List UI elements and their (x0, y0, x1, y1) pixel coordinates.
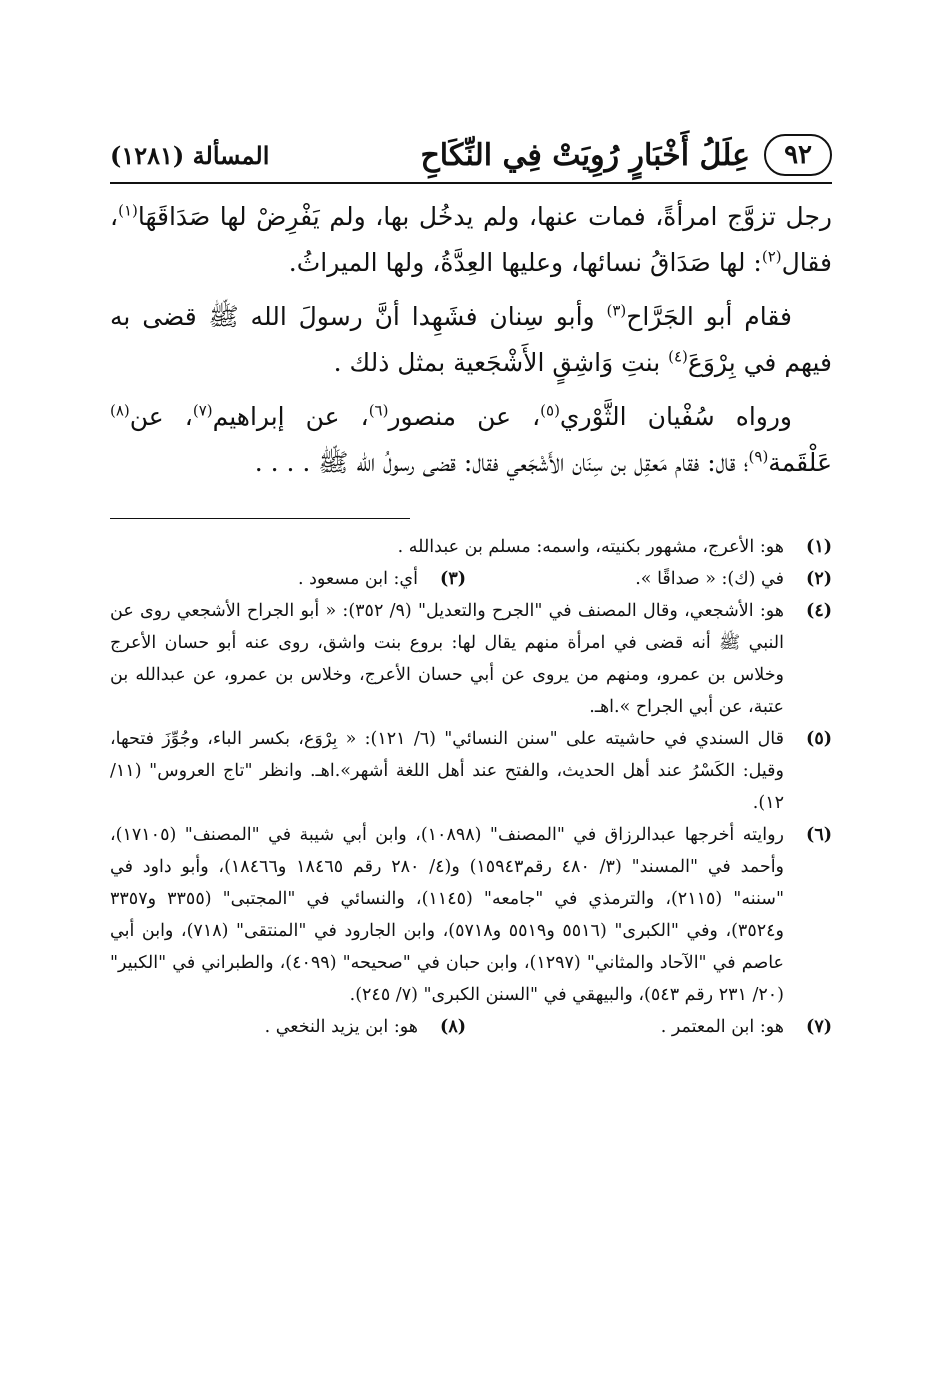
footnote-number: (٧) (806, 1017, 832, 1037)
footnote-text: قال السندي في حاشيته على "سنن النسائي" (٦/ ١٢١): « بِرْوَع، بكسر الباء، وجُوِّزَ فتحها، وقيل: الكَسْرُ عند أهل الحديث، والفتح عند أهل اللغة أشهر».اهـ. وانظر "تاج العروس" (١١/ ١٢). (110, 729, 784, 813)
footnote-text: أي: ابن مسعود . (297, 569, 418, 589)
footnote-8 (110, 1011, 466, 1043)
footnote-4 (110, 595, 832, 723)
text-run: ، فقال (110, 202, 832, 277)
footnote-pair-7-8 (110, 1011, 832, 1043)
footnote-text: هو: الأشجعي، وقال المصنف في "الجرح والتعديل" (٩/ ٣٥٢): « أبو الجراح الأشجعي روى عن النبي ﷺ أنه قضى في امرأة منهم يقال لها: بروع بنت واشق، روى عنه أبو حسان الأعرج وخلاس بن عمرو، ومنهم من يروى عن أبي حسان الأعرج، وخلاس بن عمرو، عن عبدالله بن عتبة، عن أبي الجراح ».اهـ. (110, 601, 784, 717)
text-run: فقام أبو الجَرَّاح (626, 302, 793, 331)
footnote-text: روايته أخرجها عبدالرزاق في "المصنف" (١٠٨٩٨)، وابن أبي شيبة في "المصنف" (١٧١٠٥)، وأحمد في "المسند" (٣/ ٤٨٠ رقم١٥٩٤٣) و(٤/ ٢٨٠ رقم ١٨٤٦٥ و١٨٤٦٦)، وأبو داود في "سننه" (٢١١٥)، والترمذي في "جامعه" (١١٤٥)، والنسائي في "المجتبى" (٣٣٥٥ و٣٣٥٧ و٣٥٢٤)، وفي "الكبرى" (٥٥١٦ و٥٥١٩ و٥٧١٨)، وابن الجارود في "المنتقى" (٧١٨)، وابن أبي عاصم في "الآحاد والمثاني" (١٢٩٧)، وابن حبان في "صحيحه" (٤٠٩٩)، والطبراني في "الكبير" (٢٠/ ٢٣١ رقم ٥٤٣)، والبيهقي في "السنن الكبرى" (٧/ ٢٤٥). (110, 825, 785, 1005)
paragraph-3 (110, 394, 832, 486)
book-page (110, 128, 832, 1043)
footnote-ref-7: (٧) (192, 401, 213, 420)
footnote-ref-2: (٢) (761, 247, 782, 266)
footnote-5 (110, 723, 832, 819)
text-run: ورواه سُفْيان الثَّوْري (559, 402, 793, 431)
footnote-7 (476, 1011, 832, 1043)
footnote-pair-2-3 (110, 563, 832, 595)
footnote-2 (476, 563, 832, 595)
footnote-number: (٥) (806, 729, 832, 749)
text-run: ؛ قال: فقام مَعقِل بن سِنَان الأَشْجَعي فقال: قضى رسولُ الله ﷺ . . . . (254, 448, 749, 477)
footnote-ref-1: (١) (118, 201, 138, 220)
footnote-number: (١) (806, 537, 832, 557)
footnote-ref-6: (٦) (368, 401, 389, 420)
footnote-text: هو: الأعرج، مشهور بكنيته، واسمه: مسلم بن عبدالله . (397, 537, 784, 557)
text-run: بنتِ وَاشِقٍ الأَشْجَعية بمثل ذلك . (333, 348, 669, 377)
text-run: : لها صَدَاقُ نسائها، وعليها العِدَّةُ، ولها الميراثُ. (288, 248, 762, 277)
book-title: عِلَلُ أَخْبَارٍ رُوِيَتْ فِي النِّكَاحِ (420, 137, 751, 173)
footnote-text: هو: ابن يزيد النخعي . (264, 1017, 418, 1037)
footnote-number: (٢) (806, 569, 832, 589)
text-run: عَلْقَمة (768, 448, 832, 477)
footnote-number: (٦) (806, 825, 832, 845)
page-header (110, 128, 832, 184)
header-right (420, 134, 832, 176)
footnote-number: (٣) (440, 569, 466, 589)
footnote-text: في (ك): « صداقًا ». (635, 569, 784, 589)
footnote-number: (٤) (806, 601, 832, 621)
footnote-text: هو: ابن المعتمر . (660, 1017, 784, 1037)
footnote-3 (110, 563, 466, 595)
text-run: ، عن إبراهيم (212, 402, 369, 431)
page-number: ٩٢ (764, 134, 832, 176)
footnote-6 (110, 819, 832, 1011)
text-run: وأبو سِنان فشَهِدا أنَّ رسولَ الله ﷺ قضى به فيهم في بِرْوَعَ (110, 302, 832, 377)
footnote-ref-5: (٥) (540, 401, 560, 420)
text-run: ، عن (129, 402, 193, 431)
paragraph-1 (110, 194, 832, 286)
footnote-1 (110, 531, 832, 563)
section-title: المسألة (١٢٨١) (110, 140, 270, 170)
text-run: ، عن منصور (388, 402, 541, 431)
footnote-ref-9: (٩) (748, 447, 769, 466)
main-text (110, 194, 832, 486)
footnote-ref-4: (٤) (668, 347, 688, 366)
footnotes (110, 531, 832, 1043)
text-run: رجل تزوَّج امرأةً، فمات عنها، ولم يدخُل بها، ولم يَفْرِضْ لها صَدَاقَهَا (137, 202, 832, 231)
footnote-number: (٨) (440, 1017, 466, 1037)
footnote-ref-8: (٨) (110, 401, 130, 420)
paragraph-2 (110, 294, 832, 386)
footnote-ref-3: (٣) (606, 301, 627, 320)
footnote-separator (110, 518, 410, 519)
